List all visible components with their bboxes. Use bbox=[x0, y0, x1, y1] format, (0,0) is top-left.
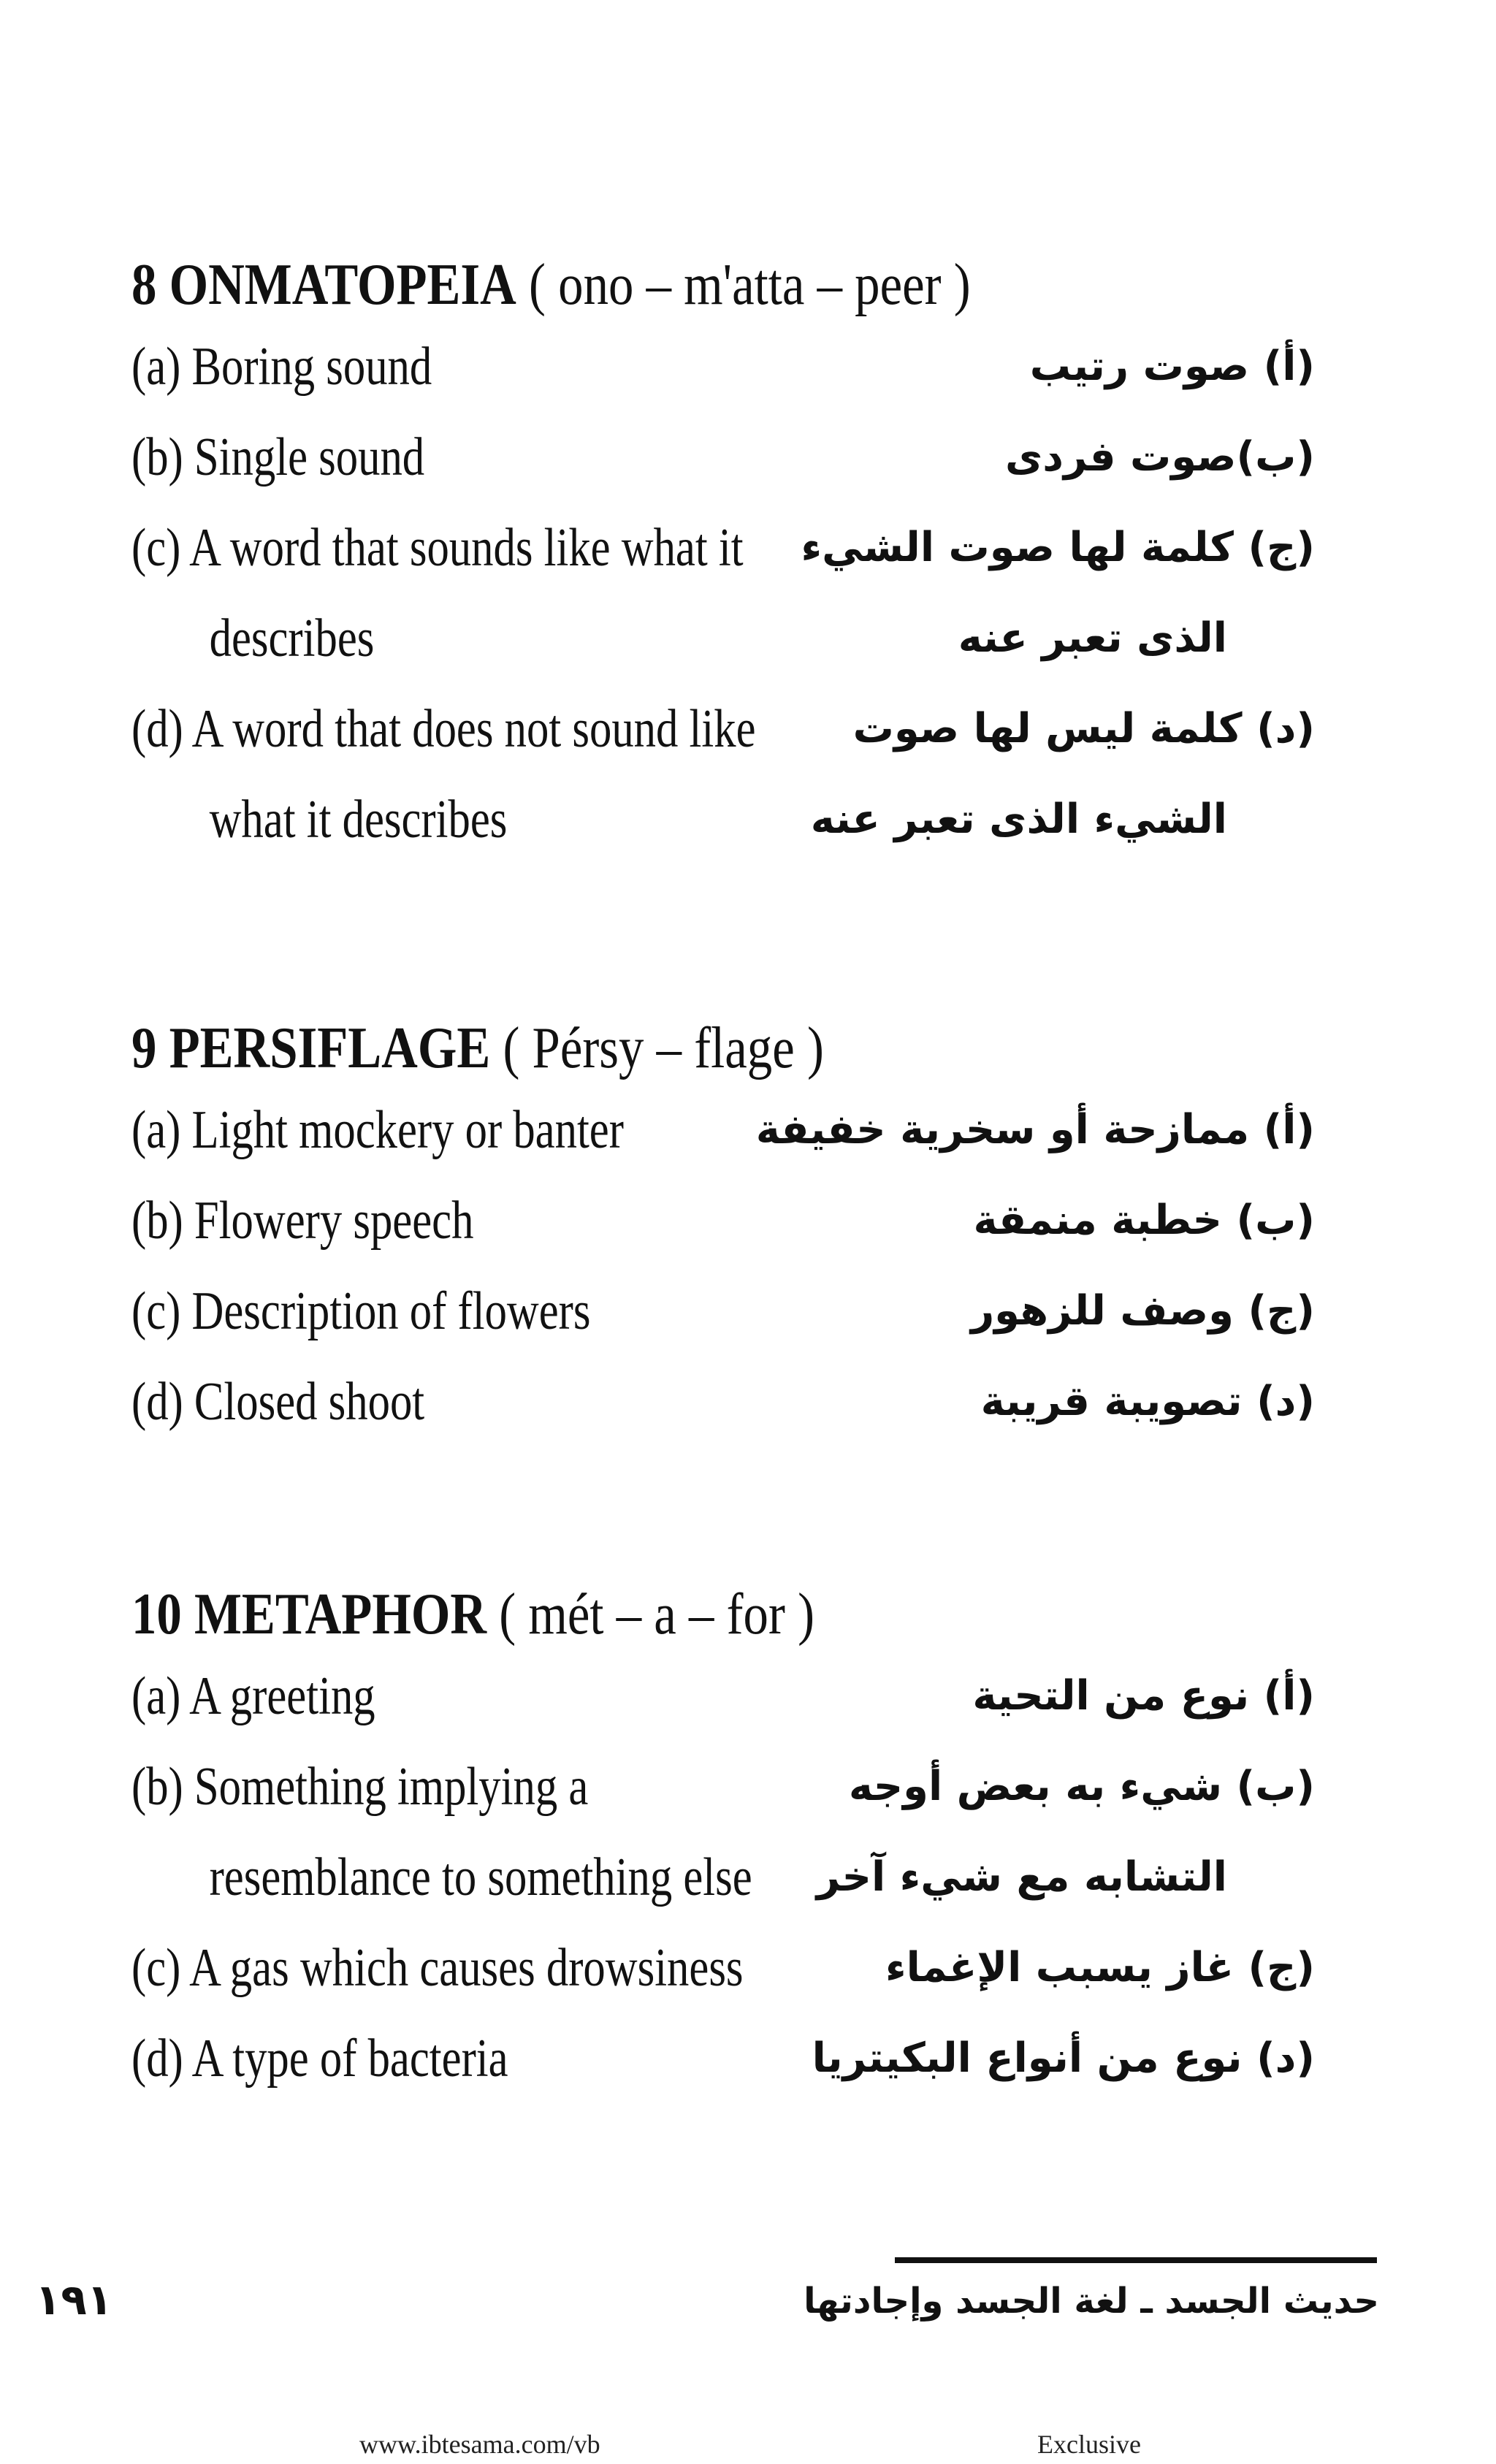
option-english: (b) Something implying a resemblance to something else bbox=[131, 1742, 730, 1923]
option-arabic-continued: الشيء الذى تعبر عنه bbox=[810, 796, 1227, 843]
option-arabic-continued: الذى تعبر عنه bbox=[958, 614, 1227, 662]
option-english: (a) Boring sound bbox=[131, 337, 432, 397]
option-english: (b) Single sound bbox=[131, 427, 425, 487]
option-english: (d) A type of bacteria bbox=[131, 2029, 508, 2089]
watermark-site: www.ibtesama.com/vb bbox=[359, 2430, 600, 2459]
page-number: ١٩١ bbox=[35, 2275, 113, 2324]
option-arabic: (أ) صوت رتيب bbox=[1029, 343, 1315, 390]
pronunciation: ( ono – m'atta – peer ) bbox=[516, 253, 971, 317]
option-d bbox=[131, 684, 1315, 865]
option-b bbox=[131, 412, 1315, 503]
watermark-label: Exclusive bbox=[1037, 2430, 1141, 2459]
question-heading bbox=[131, 248, 1149, 321]
question-10 bbox=[131, 1578, 1315, 2104]
question-word: 10 METAPHOR bbox=[131, 1582, 487, 1647]
option-a bbox=[131, 1085, 1315, 1175]
option-arabic: (ب) شيء به بعض أوجه التشابه مع شيء آخر bbox=[789, 1742, 1315, 1923]
option-c bbox=[131, 1266, 1315, 1357]
option-arabic: (ج) كلمة لها صوت الشيء الذى تعبر عنه bbox=[789, 503, 1315, 684]
option-arabic: (ب) خطبة منمقة bbox=[973, 1197, 1315, 1244]
option-english-continued: describes bbox=[209, 609, 375, 668]
option-english: (b) Flowery speech bbox=[131, 1191, 474, 1251]
option-english-continued: resemblance to something else bbox=[209, 1847, 752, 1907]
option-arabic: (أ) ممازحة أو سخرية خفيفة bbox=[755, 1106, 1315, 1153]
option-english-continued: what it describes bbox=[209, 790, 508, 850]
option-arabic: (ج) وصف للزهور bbox=[970, 1287, 1315, 1335]
option-d bbox=[131, 1357, 1315, 1447]
question-9 bbox=[131, 1012, 1315, 1447]
option-d bbox=[131, 2013, 1315, 2104]
option-arabic: (د) نوع من أنواع البكيتريا bbox=[812, 2034, 1315, 2082]
option-arabic: (ج) غاز يسبب الإغماء bbox=[885, 1944, 1315, 1991]
pronunciation: ( Pérsy – flage ) bbox=[490, 1016, 824, 1080]
option-arabic: (د) كلمة ليس لها صوت الشيء الذى تعبر عنه bbox=[789, 684, 1315, 865]
option-b bbox=[131, 1175, 1315, 1266]
option-english: (a) Light mockery or banter bbox=[131, 1100, 624, 1160]
question-word: 8 ONMATOPEIA bbox=[131, 253, 516, 317]
option-english: (c) Description of flowers bbox=[131, 1281, 591, 1341]
option-a bbox=[131, 321, 1315, 412]
pronunciation: ( mét – a – for ) bbox=[486, 1582, 814, 1647]
option-a bbox=[131, 1651, 1315, 1742]
question-heading bbox=[131, 1578, 1149, 1651]
option-b bbox=[131, 1742, 1315, 1923]
option-english: (a) A greeting bbox=[131, 1666, 375, 1726]
question-word: 9 PERSIFLAGE bbox=[131, 1016, 491, 1080]
question-heading bbox=[131, 1012, 1149, 1085]
option-c bbox=[131, 1923, 1315, 2013]
option-english: (d) A word that does not sound like what it describes bbox=[131, 684, 730, 865]
footer-rule bbox=[895, 2257, 1377, 2263]
option-arabic: (د) تصويبة قريبة bbox=[980, 1378, 1315, 1425]
option-arabic: (أ) نوع من التحية bbox=[972, 1672, 1315, 1720]
option-english: (c) A gas which causes drowsiness bbox=[131, 1938, 744, 1998]
option-c bbox=[131, 503, 1315, 684]
option-english: (c) A word that sounds like what it describes bbox=[131, 503, 730, 684]
book-title: حديث الجسد ـ لغة الجسد وإجادتها bbox=[804, 2281, 1379, 2322]
option-english: (d) Closed shoot bbox=[131, 1372, 425, 1432]
option-arabic-continued: التشابه مع شيء آخر bbox=[816, 1853, 1227, 1901]
question-8 bbox=[131, 248, 1315, 865]
option-arabic: (ب)صوت فردى bbox=[1004, 433, 1315, 481]
